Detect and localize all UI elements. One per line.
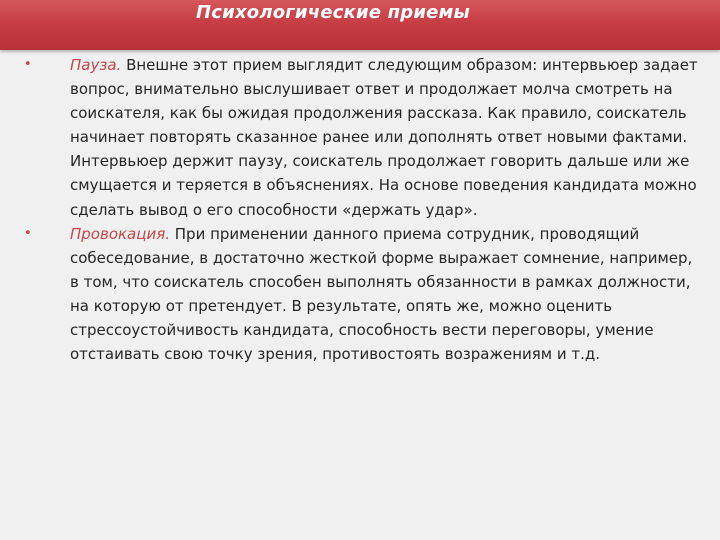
bullet-item-pause [24,53,704,222]
bullet-term: Провокация. [70,224,170,243]
bullet-icon: • [24,225,32,241]
bullet-term: Пауза. [70,56,122,74]
title-bar [0,0,720,50]
bullet-icon: • [24,57,32,72]
bullet-text: При применении данного приема сотрудник, проводящий собеседование, в достаточно жесткой форме выражает сомнение, например, в том, что соискатель способен выполнять обязанности в рамках должности, на которую от претендует. В результате, опять же, можно оценить стрессоустойчивость кандидата, способность вести переговоры, умение отстаивать свою точку зрения, противостоять возражениям и т.д. [70,224,693,364]
slide-title: Психологические приемы [196,2,470,23]
slide-content [24,53,704,366]
bullet-item-provocation [24,222,704,367]
bullet-text: Внешне этот прием выглядит следующим образом: интервьюер задает вопрос, внимательно выслушивает ответ и продолжает молча смотреть на соискателя, как бы ожидая продолжения рассказа. Как правило, соискатель начинает повторять сказанное ранее или дополнять ответ новыми фактами. Интервьюер держит паузу, соискатель продолжает говорить дальше или же смущается и теряется в объяснениях. На основе поведения кандидата можно сделать вывод о его способности «держать удар». [70,56,698,219]
